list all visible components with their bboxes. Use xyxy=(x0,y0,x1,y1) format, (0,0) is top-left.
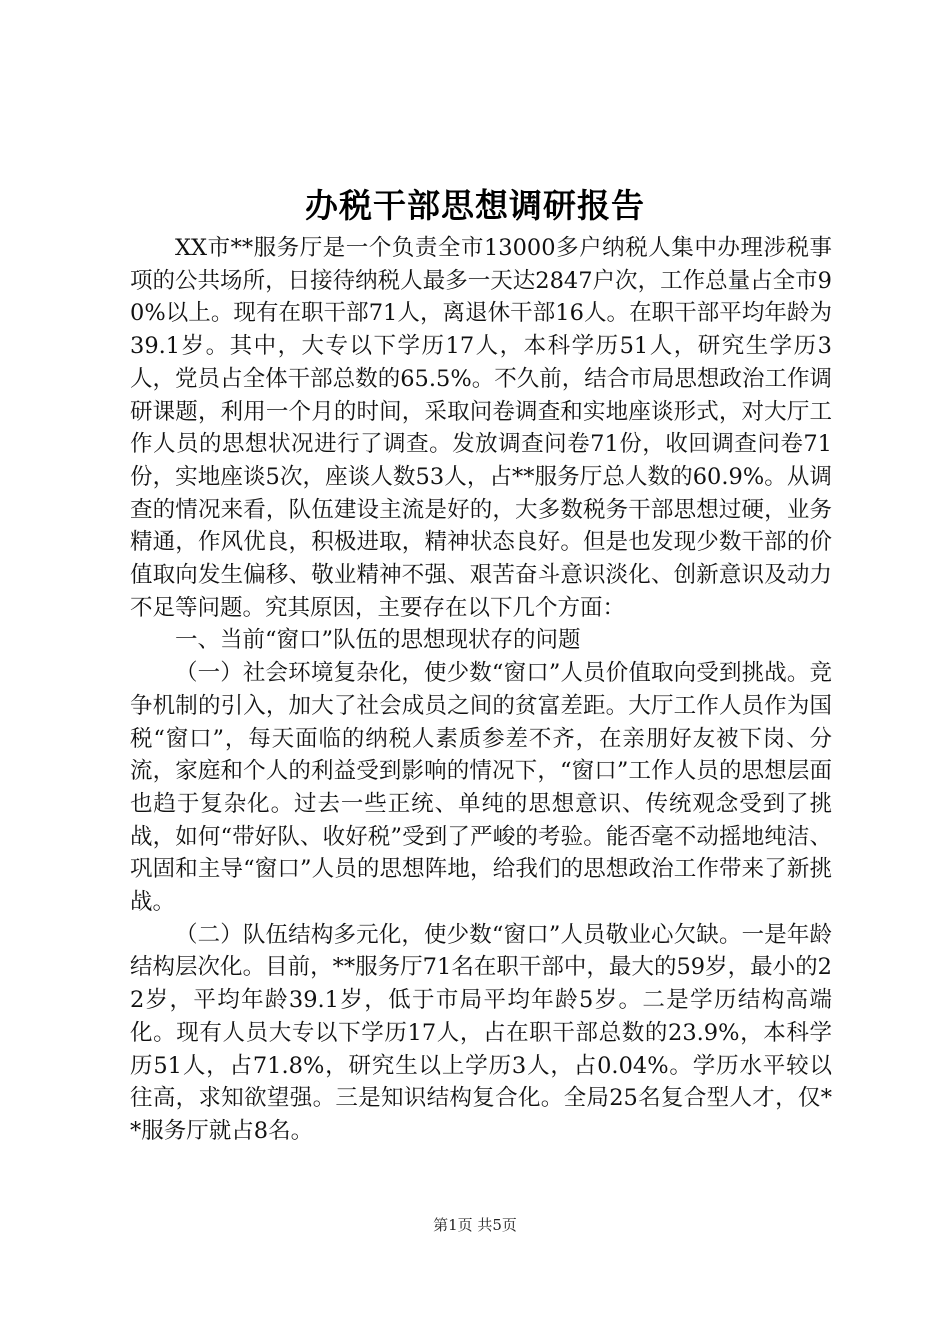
paragraph-intro: XX市**服务厅是一个负责全市13000多户纳税人集中办理涉税事项的公共场所，日接待纳税人最多一天达2847户次，工作总量占全市90%以上。现有在职干部71人，离退休干部16人。在职干部平均年龄为39.1岁。其中，大专以下学历17人，本科学历51人，研究生学历3人，党员占全体干部总数的65.5%。不久前，结合市局思想政治工作调研课题，利用一个月的时间，采取问卷调查和实地座谈形式，对大厅工作人员的思想状况进行了调查。发放调查问卷71份，收回调查问卷71份，实地座谈5次，座谈人数53人，占**服务厅总人数的60.9%。从调查的情况来看，队伍建设主流是好的，大多数税务干部思想过硬，业务精通，作风优良，积极进取，精神状态良好。但是也发现少数干部的价值取向发生偏移、敬业精神不强、艰苦奋斗意识淡化、创新意识及动力不足等问题。究其原因，主要存在以下几个方面： xyxy=(130,235,832,621)
paragraph-subsection-2: （二）队伍结构多元化，使少数“窗口”人员敬业心欠缺。一是年龄结构层次化。目前，**服务厅71名在职干部中，最大的59岁，最小的22岁，平均年龄39.1岁，低于市局平均年龄5岁。二是学历结构高端化。现有人员大专以下学历17人，占在职干部总数的23.9%，本科学历51人，占71.8%，研究生以上学历3人，占0.04%。学历水平较以往高，求知欲望强。三是知识结构复合化。全局25名复合型人才，仅**服务厅就占8名。 xyxy=(130,921,832,1144)
paragraph-subsection-1: （一）社会环境复杂化，使少数“窗口”人员价值取向受到挑战。竞争机制的引入，加大了社会成员之间的贫富差距。大厅工作人员作为国税“窗口”，每天面临的纳税人素质参差不齐，在亲朋好友被下岗、分流，家庭和个人的利益受到影响的情况下，“窗口”工作人员的思想层面也趋于复杂化。过去一些正统、单纯的思想意识、传统观念受到了挑战，如何“带好队、收好税”受到了严峻的考验。能否毫不动摇地纯洁、巩固和主导“窗口”人员的思想阵地，给我们的思想政治工作带来了新挑战。 xyxy=(130,660,832,916)
document-title: 办税干部思想调研报告 xyxy=(305,186,645,225)
page-footer: 第1页 共5页 xyxy=(433,1216,517,1234)
document-body xyxy=(130,232,832,1148)
section-heading-1: 一、当前“窗口”队伍的思想现状存的问题 xyxy=(175,627,581,654)
